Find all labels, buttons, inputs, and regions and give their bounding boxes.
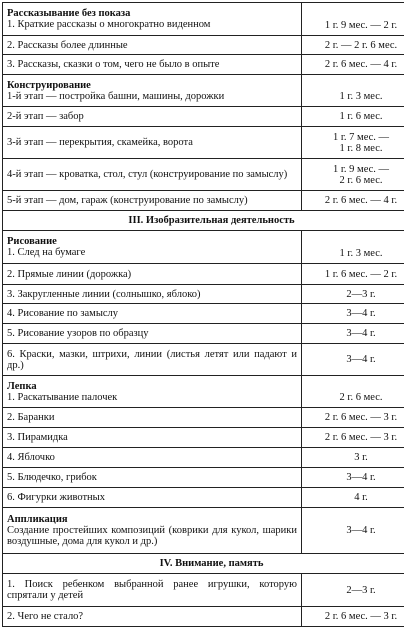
age-cell [302, 55, 404, 75]
table-row [3, 448, 404, 468]
activity-cell [3, 285, 302, 304]
age-text: 2—3 г. [346, 585, 375, 596]
section-row [3, 211, 404, 231]
age-text: 1 г. 6 мес. [340, 111, 383, 122]
activity-text: 2. Рассказы более длинные [7, 40, 297, 51]
activity-cell [3, 3, 302, 36]
activity-text: 6. Фигурки животных [7, 492, 297, 503]
age-cell [302, 376, 404, 408]
activity-text: 4-й этап — кроватка, стол, стул (конструирование по замыслу) [7, 169, 297, 180]
age-text: 1 г. 6 мес. — 2 г. [325, 269, 397, 280]
age-text: 2 г. 6 мес. — 4 г. [325, 195, 397, 206]
activity-text: 5. Рисование узоров по образцу [7, 328, 297, 339]
age-cell [302, 428, 404, 448]
age-text: 2—3 г. [346, 289, 375, 300]
age-cell [302, 36, 404, 55]
age-cell [302, 324, 404, 344]
age-cell [302, 408, 404, 428]
age-text: 1 г. 9 мес. — 2 г. [325, 20, 397, 31]
table-row [3, 324, 404, 344]
age-text: 3—4 г. [346, 472, 375, 483]
age-text: 2 г. 6 мес. [340, 392, 383, 403]
age-text: 1 г. 3 мес. [340, 91, 383, 102]
group-header: Лепка [7, 381, 297, 392]
activity-text: 3-й этап — перекрытия, скамейка, ворота [7, 137, 297, 148]
age-cell [302, 191, 404, 211]
activity-cell [3, 508, 302, 554]
activity-text: 3. Пирамидка [7, 432, 297, 443]
age-cell [302, 488, 404, 508]
activity-text: 1. Краткие рассказы о многократно виденном [7, 19, 297, 30]
table-row [3, 574, 404, 607]
table-row [3, 36, 404, 55]
table-row [3, 264, 404, 285]
age-cell [302, 264, 404, 285]
table-row [3, 376, 404, 408]
table-row [3, 107, 404, 127]
activity-text: 4. Рисование по замыслу [7, 308, 297, 319]
section-row [3, 554, 404, 574]
activity-cell [3, 231, 302, 264]
age-cell [302, 3, 404, 36]
age-cell [302, 127, 404, 159]
activity-cell [3, 75, 302, 107]
section-title: III. Изобразительная деятельность [3, 211, 404, 231]
activity-text: Создание простейших композиций (коврики для кукол, шарики воздушные, дома для кукол и др.) [7, 525, 297, 547]
age-cell [302, 231, 404, 264]
table-row [3, 159, 404, 191]
activity-text: 5. Блюдечко, грибок [7, 472, 297, 483]
activity-text: 2. Чего не стало? [7, 611, 297, 622]
activity-text: 2-й этап — забор [7, 111, 297, 122]
age-cell [302, 508, 404, 554]
age-cell [302, 574, 404, 607]
table-row [3, 3, 404, 36]
age-text: 3 г. [354, 452, 368, 463]
age-cell [302, 107, 404, 127]
activity-cell [3, 55, 302, 75]
age-text: 1 г. 7 мес. — [306, 132, 404, 143]
group-header: Аппликация [7, 514, 297, 525]
activity-cell [3, 304, 302, 324]
age-text: 3—4 г. [346, 328, 375, 339]
age-text: 2 г. 6 мес. — 3 г. [325, 432, 397, 443]
age-cell [302, 159, 404, 191]
table-row [3, 508, 404, 554]
activity-text: 5-й этап — дом, гараж (конструирование по замыслу) [7, 195, 297, 206]
table-row [3, 285, 404, 304]
activity-cell [3, 428, 302, 448]
age-cell [302, 75, 404, 107]
activity-text: 1. Раскатывание палочек [7, 392, 297, 403]
activity-cell [3, 127, 302, 159]
age-text: 2 г. 6 мес. — 4 г. [325, 59, 397, 70]
table-row [3, 607, 404, 627]
age-cell [302, 285, 404, 304]
table-row [3, 304, 404, 324]
activity-text: 2. Прямые линии (дорожка) [7, 269, 297, 280]
activity-text: 1. След на бумаге [7, 247, 297, 258]
activity-cell [3, 264, 302, 285]
activity-cell [3, 159, 302, 191]
table-row [3, 408, 404, 428]
age-cell [302, 344, 404, 376]
age-cell [302, 468, 404, 488]
age-text: 2 г. 6 мес. — 3 г. [325, 611, 397, 622]
age-text: 3—4 г. [346, 308, 375, 319]
activity-cell [3, 448, 302, 468]
age-text: 2 г. 6 мес. — 3 г. [325, 412, 397, 423]
activity-text: 4. Яблочко [7, 452, 297, 463]
activity-cell [3, 344, 302, 376]
age-text: 1 г. 3 мес. [340, 248, 383, 259]
activity-cell [3, 468, 302, 488]
table-row [3, 468, 404, 488]
age-cell [302, 607, 404, 627]
activity-cell [3, 107, 302, 127]
section-title: IV. Внимание, память [3, 554, 404, 574]
activity-cell [3, 36, 302, 55]
age-text: 2 г. 6 мес. [306, 175, 404, 186]
table-row [3, 75, 404, 107]
activity-text: 3. Закругленные линии (солнышко, яблоко) [7, 289, 297, 300]
activity-cell [3, 324, 302, 344]
table-row [3, 55, 404, 75]
table-row [3, 191, 404, 211]
age-text: 1 г. 9 мес. — [306, 164, 404, 175]
age-text: 2 г. — 2 г. 6 мес. [325, 40, 397, 51]
table-row [3, 488, 404, 508]
group-header: Рисование [7, 236, 297, 247]
age-cell [302, 304, 404, 324]
age-text: 3—4 г. [346, 354, 375, 365]
activity-cell [3, 408, 302, 428]
activity-text: 2. Баранки [7, 412, 297, 423]
activity-text: 1. Поиск ребенком выбранной ранее игрушки, которую спрятали у детей [7, 579, 297, 601]
activity-cell [3, 191, 302, 211]
table-row [3, 428, 404, 448]
table-row [3, 231, 404, 264]
age-text: 1 г. 8 мес. [306, 143, 404, 154]
group-header: Рассказывание без показа [7, 8, 297, 19]
age-text: 3—4 г. [346, 525, 375, 536]
table-row [3, 127, 404, 159]
age-text: 4 г. [354, 492, 368, 503]
activity-text: 6. Краски, мазки, штрихи, линии (листья летят или падают и др.) [7, 349, 297, 371]
group-header: Конструирование [7, 80, 297, 91]
table-row [3, 344, 404, 376]
activity-cell [3, 376, 302, 408]
age-cell [302, 448, 404, 468]
activity-text: 3. Рассказы, сказки о том, чего не было в опыте [7, 59, 297, 70]
activity-text: 1-й этап — постройка башни, машины, дорожки [7, 91, 297, 102]
activity-cell [3, 488, 302, 508]
development-table [2, 2, 404, 627]
activity-cell [3, 607, 302, 627]
activity-cell [3, 574, 302, 607]
